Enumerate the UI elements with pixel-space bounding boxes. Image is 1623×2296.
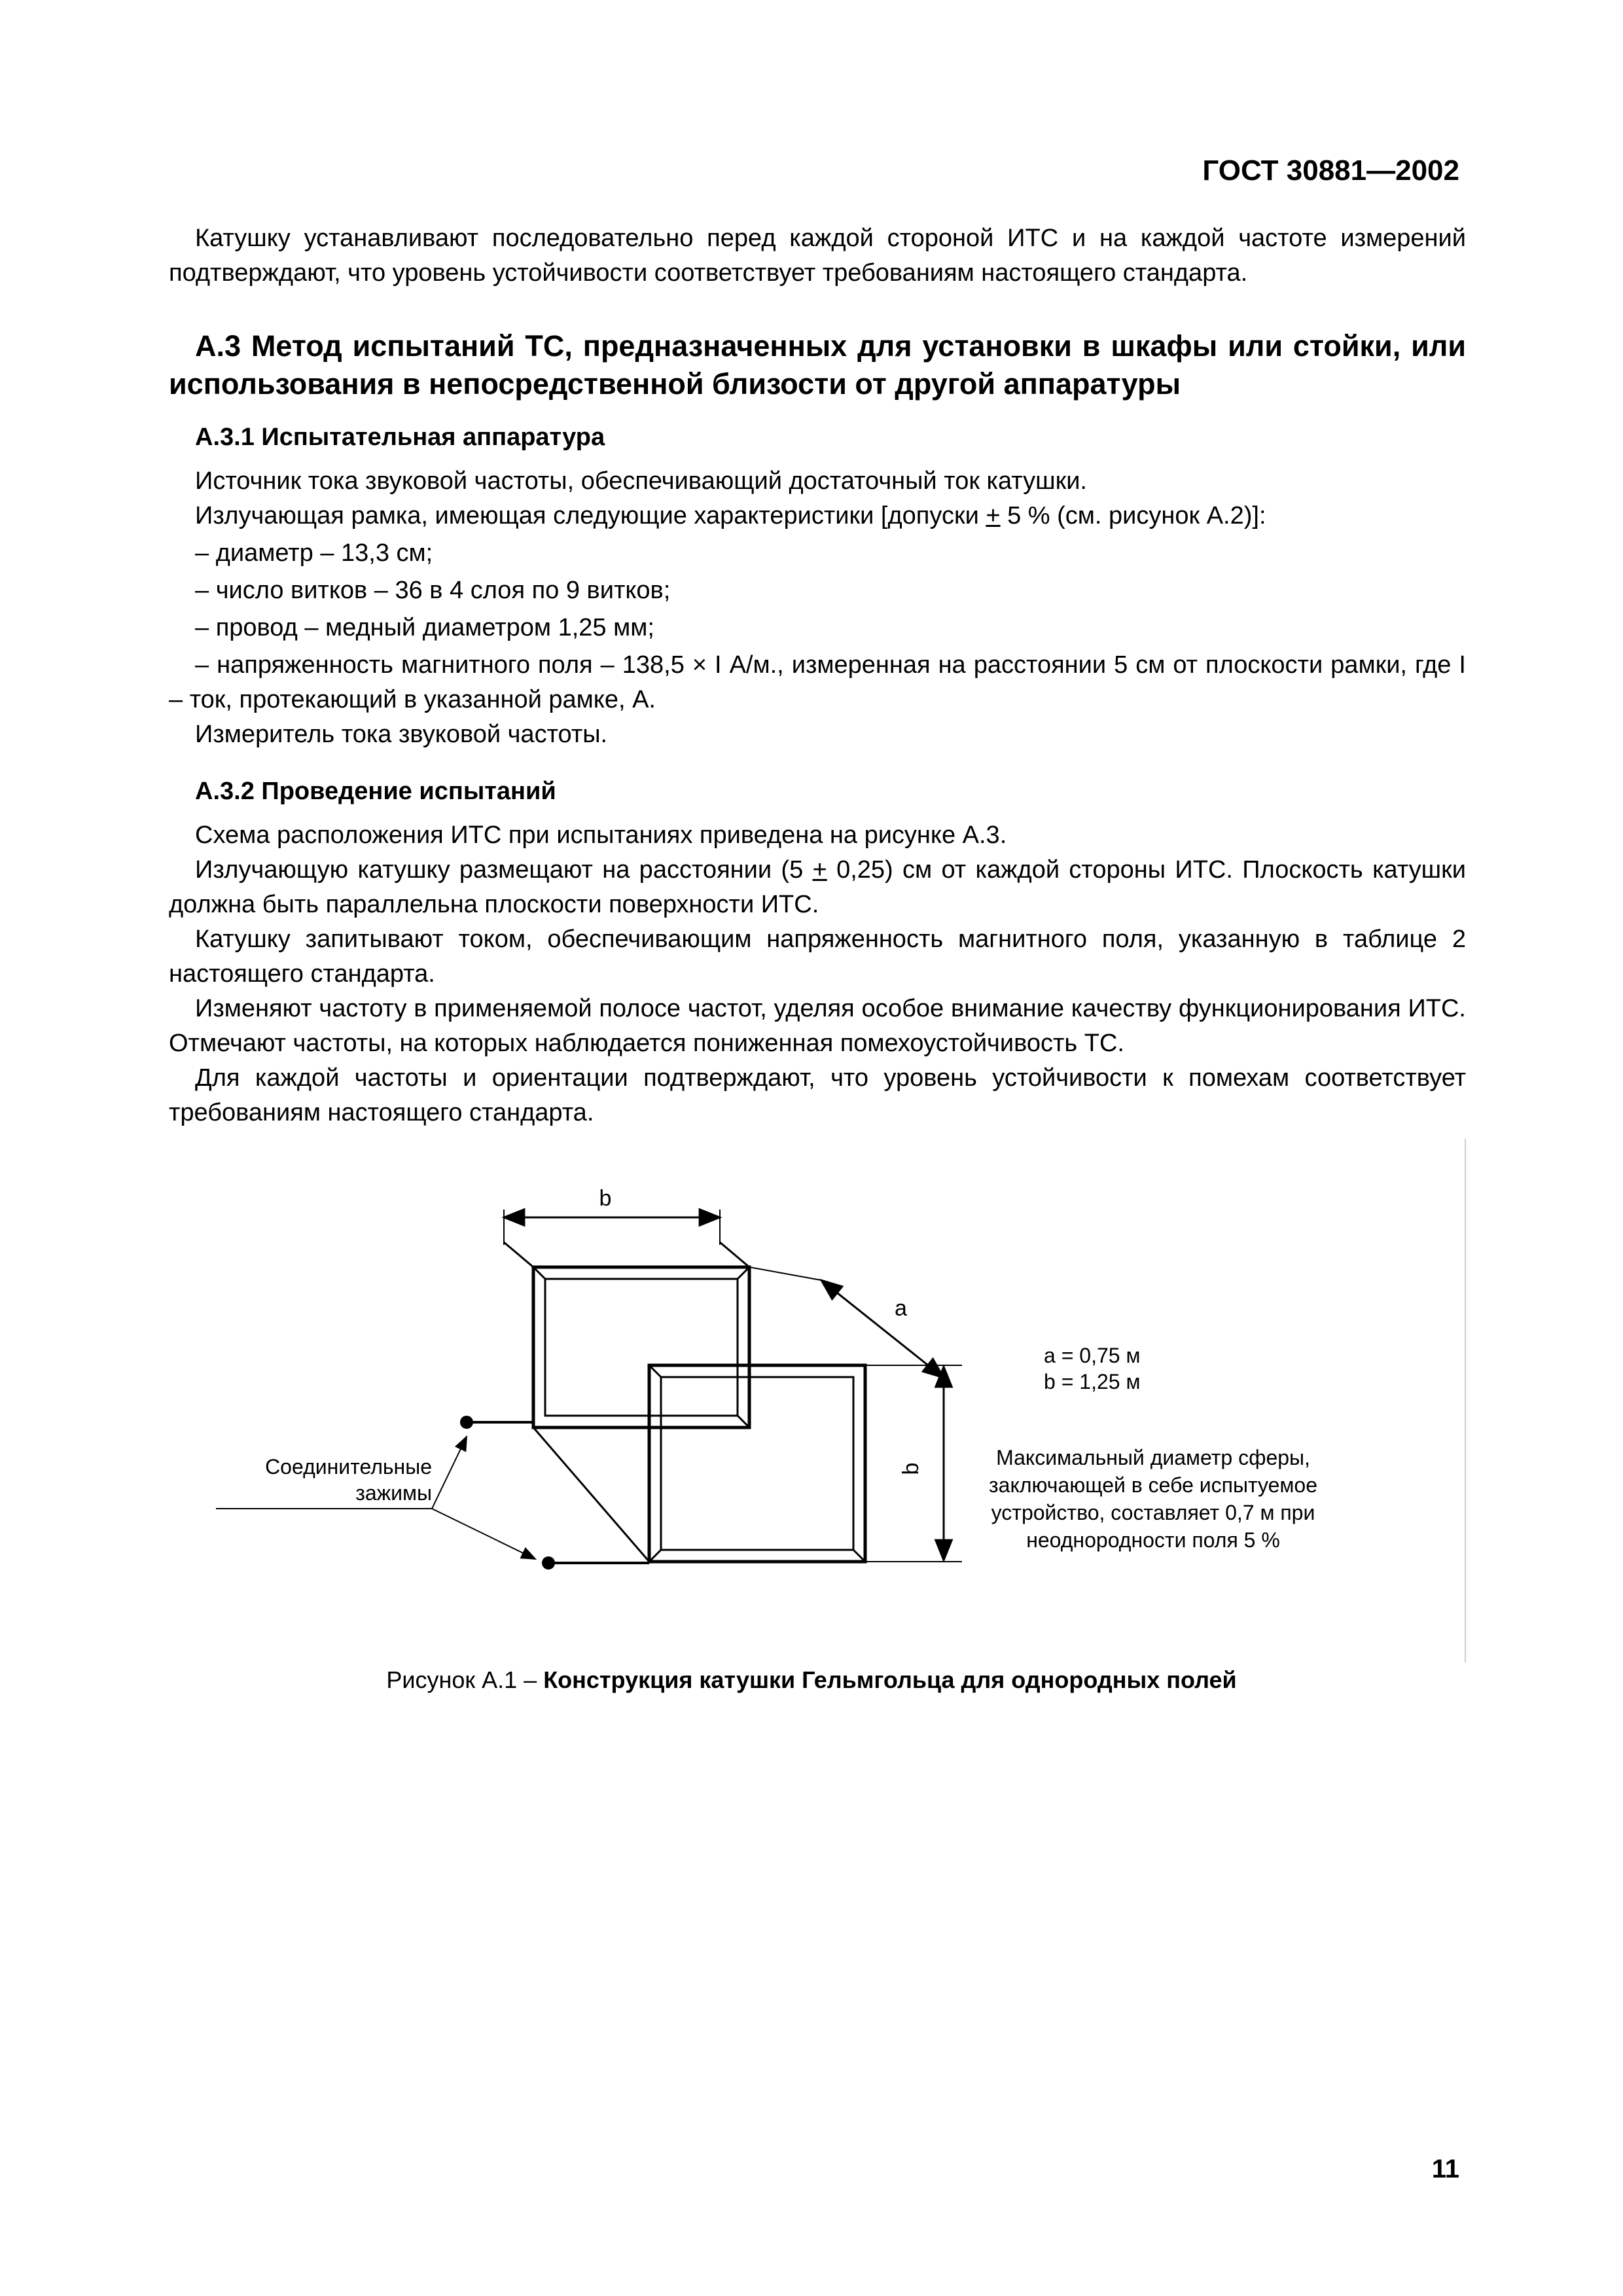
a32-p2 bbox=[169, 853, 1466, 922]
a31-line-last: Измеритель тока звуковой частоты. bbox=[195, 721, 608, 748]
perspective-line bbox=[504, 1242, 533, 1267]
note-line: заключающей в себе испытуемое bbox=[988, 1473, 1318, 1497]
main-content bbox=[169, 221, 1466, 1130]
terminal-dot-lower bbox=[542, 1556, 555, 1570]
leader-line-upper bbox=[432, 1437, 467, 1509]
leader-line-lower bbox=[432, 1509, 535, 1559]
a32-p1: Схема расположения ИТС при испытаниях приведена на рисунке А.3. bbox=[195, 821, 1007, 849]
figure-caption bbox=[0, 1666, 1623, 1694]
a31-line2-pm: + bbox=[986, 502, 1001, 529]
a31-line2 bbox=[169, 499, 1466, 533]
a31-item: – диаметр – 13,3 см; bbox=[195, 539, 433, 567]
a32-p4: Изменяют частоту в применяемой полосе частот, уделяя особое внимание качеству функционирования ИТС. Отмечают частоты, на которых наблюдается пониженная помехоустойчивость ТС. bbox=[169, 995, 1466, 1057]
a31-line1: Источник тока звуковой частоты, обеспечивающий достаточный ток катушки. bbox=[195, 467, 1087, 495]
a31-item: – провод – медный диаметром 1,25 мм; bbox=[195, 614, 654, 641]
a31-item: – число витков – 36 в 4 слоя по 9 витков; bbox=[195, 577, 671, 604]
note-line: Максимальный диаметр сферы, bbox=[996, 1446, 1310, 1469]
a31-item: – напряженность магнитного поля – 138,5 × I А/м., измеренная на расстоянии 5 см от плоскости рамки, где I – ток, протекающий в указанной рамке, А. bbox=[169, 651, 1466, 713]
perspective-line bbox=[533, 1427, 649, 1562]
section-a3-title: А.3 Метод испытаний ТС, предназначенных для установки в шкафы или стойки, или использования в непосредственной близости от другой аппаратуры bbox=[169, 329, 1466, 401]
a32-p5: Для каждой частоты и ориентации подтверждают, что уровень устойчивости к помехам соответствует требованиям настоящего стандарта. bbox=[169, 1064, 1466, 1126]
intro-paragraph: Катушку устанавливают последовательно перед каждой стороной ИТС и на каждой частоте измерений подтверждают, что уровень устойчивости соответствует требованиям настоящего стандарта. bbox=[169, 224, 1466, 287]
section-a31-title: А.3.1 Испытательная аппаратура bbox=[195, 423, 605, 451]
helmholtz-coil-figure bbox=[216, 1132, 1459, 1630]
dimension-a-line bbox=[821, 1280, 944, 1378]
label-b-top: b bbox=[599, 1186, 612, 1211]
a32-p2-before: Излучающую катушку размещают на расстоянии (5 bbox=[195, 856, 813, 884]
param-b: b = 1,25 м bbox=[1044, 1370, 1141, 1393]
a31-line2-after: 5 % (см. рисунок А.2)]: bbox=[1000, 502, 1266, 529]
terminals-label-line2: зажимы bbox=[355, 1481, 432, 1505]
page-number: 11 bbox=[1431, 2155, 1459, 2183]
coil-back-frame bbox=[533, 1267, 749, 1427]
document-header: ГОСТ 30881—2002 bbox=[1202, 154, 1459, 187]
terminal-dot-upper bbox=[460, 1416, 473, 1429]
a31-line2-before: Излучающая рамка, имеющая следующие характеристики [допуски bbox=[195, 502, 986, 529]
figure-caption-title: Конструкция катушки Гельмгольца для однородных полей bbox=[543, 1666, 1237, 1693]
a32-p2-pm: + bbox=[812, 856, 827, 884]
coil-front-frame bbox=[649, 1365, 865, 1562]
param-a: a = 0,75 м bbox=[1044, 1344, 1141, 1367]
perspective-line bbox=[720, 1242, 749, 1267]
label-a: a bbox=[895, 1296, 907, 1321]
note-line: неоднородности поля 5 % bbox=[1026, 1528, 1280, 1552]
margin-rule bbox=[1465, 1139, 1466, 1662]
label-b-side: b bbox=[899, 1462, 923, 1475]
terminals-label-line1: Соединительные bbox=[265, 1455, 432, 1479]
a32-p2-after: 0,25) см от каждой стороны ИТС. Плоскость катушки должна быть параллельна плоскости поверхности ИТС. bbox=[169, 856, 1466, 918]
figure-caption-prefix: Рисунок А.1 – bbox=[386, 1666, 544, 1693]
extension-line bbox=[749, 1267, 821, 1280]
section-a32-title: А.3.2 Проведение испытаний bbox=[195, 778, 556, 805]
note-line: устройство, составляет 0,7 м при bbox=[991, 1501, 1315, 1524]
a32-p3: Катушку запитывают током, обеспечивающим напряженность магнитного поля, указанную в таблице 2 настоящего стандарта. bbox=[169, 925, 1466, 988]
helmholtz-coil-diagram bbox=[216, 1132, 1459, 1630]
